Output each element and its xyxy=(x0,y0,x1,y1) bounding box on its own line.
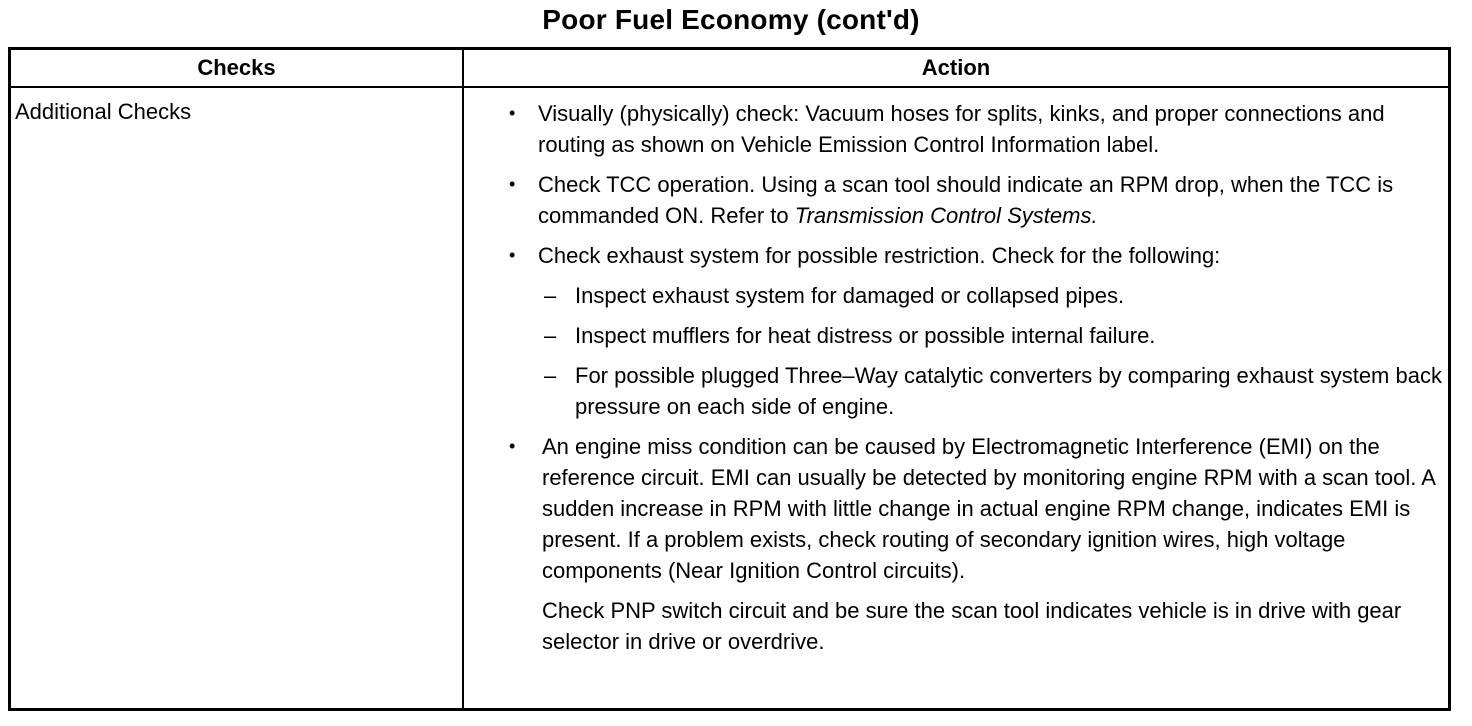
action-item-text: Check exhaust system for possible restriction. Check for the following: xyxy=(538,243,1221,268)
dash-icon: – xyxy=(544,363,557,388)
column-divider xyxy=(462,50,464,708)
check-cell: Additional Checks xyxy=(15,99,192,124)
sub-item-text: For possible plugged Three–Way catalytic converters by comparing exhaust system back pressure on each side of engine. xyxy=(575,363,1442,419)
action-item-text: An engine miss condition can be caused by Electromagnetic Interference (EMI) on the reference circuit. EMI can usually be detected by monitoring engine RPM with a scan tool. A sudden increase in RPM with little change in actual engine RPM change, indicates EMI is present. If a problem exists, check routing of secondary ignition wires, high voltage components (Near Ignition Control circuits). xyxy=(542,434,1435,583)
page-title: Poor Fuel Economy (cont'd) xyxy=(542,4,920,35)
reference-emphasis: Transmission Control Systems. xyxy=(794,203,1098,228)
sub-item-converters xyxy=(505,360,1445,422)
bullet-icon: • xyxy=(509,245,516,265)
dash-icon: – xyxy=(544,283,557,308)
sub-item-text: Inspect mufflers for heat distress or possible internal failure. xyxy=(575,323,1156,348)
dash-icon: – xyxy=(544,323,557,348)
header-action: Action xyxy=(921,55,991,80)
action-item-text: Visually (physically) check: Vacuum hoses for splits, kinks, and proper connections and routing as shown on Vehicle Emission Control Information label. xyxy=(538,101,1385,157)
action-item-tcc xyxy=(505,169,1445,231)
bullet-icon: • xyxy=(509,103,516,123)
table-header-row xyxy=(11,50,1448,88)
sub-item-text: Inspect exhaust system for damaged or collapsed pipes. xyxy=(575,283,1125,308)
action-cell xyxy=(505,98,1445,657)
action-item-exhaust xyxy=(505,240,1445,271)
closing-paragraph: Check PNP switch circuit and be sure the scan tool indicates vehicle is in drive with gear selector in drive or overdrive. xyxy=(542,598,1402,654)
header-checks: Checks xyxy=(197,55,276,80)
bullet-icon: • xyxy=(509,436,516,456)
action-item-vacuum-hoses xyxy=(505,98,1445,160)
action-item-emi xyxy=(505,431,1445,586)
action-item-text: Check TCC operation. Using a scan tool should indicate an RPM drop, when the TCC is commanded ON. Refer to xyxy=(538,172,1394,228)
sub-item-mufflers xyxy=(505,320,1445,351)
bullet-icon: • xyxy=(509,174,516,194)
diagnostic-table xyxy=(8,47,1451,711)
sub-item-pipes xyxy=(505,280,1445,311)
